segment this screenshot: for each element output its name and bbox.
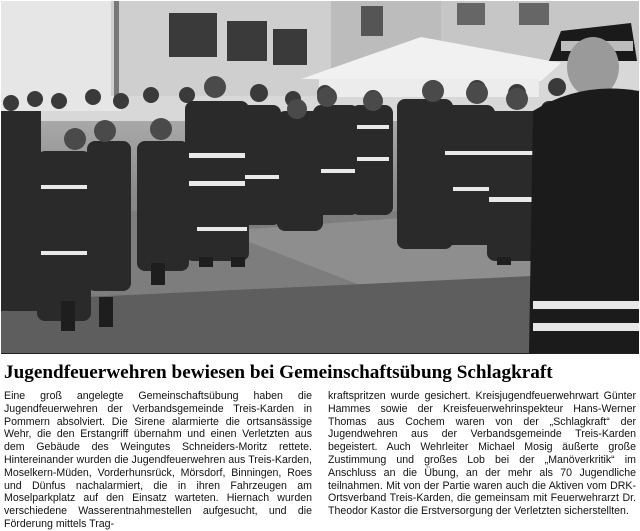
article-column-left (4, 390, 312, 530)
photo-illustration (1, 1, 639, 353)
article-column-right (328, 390, 636, 518)
article-paragraph-left: Eine groß angelegte Gemeinschaftsübung haben die Jugendfeuerwehren der Verbandsgemeinde Treis-Karden in Pommern absolviert. Die Sirene alarmierte die ortsansässige Wehr, die den Erstangriff übernahm und einen Verletzten aus dem Gebäude des Weingutes Schneiders-Moritz rettete. Hintereinander wurden die Jugendfeuerwehren aus Treis-Karden, Moselkern-Müden, Vorderhunsrück, Mörsdorf, Binningen, Roes und Dünfus nachalarmiert, die in ihren Fahrzeugen am Moselparkplatz auf den Einsatz warteten. Hiernach wurden verschiedene Wasserentnahmestellen aufgesucht, und die Förderung mittels Trag- (4, 390, 312, 530)
article-paragraph-right: kraftspritzen wurde gesichert. Kreisjugendfeuerwehrwart Günter Hammes sowie der Kreisfeuerwehrinspekteur Hans-Werner Thomas aus Cochem waren von der „Schlagkraft“ der Jugendwehren aus der Verbandsgemeinde Treis-Karden begeistert. Auch Wehrleiter Michael Mosig äußerte große Zustimmung und großes Lob bei der „Manöverkritik“ im Anschluss an die Übung, an der mehr als 70 Jugendliche teilnahmen. Mit von der Partie waren auch die Aktiven vom DRK-Ortsverband Treis-Karden, die gemeinsam mit Feuerwehrarzt Dr. Theodor Kastor die Erstversorgung der Verletzten sicherstellten. (328, 390, 636, 518)
article-photo (1, 1, 639, 354)
article-body (4, 390, 636, 530)
article-headline: Jugendfeuerwehren bewiesen bei Gemeinschaftsübung Schlagkraft (4, 362, 553, 383)
